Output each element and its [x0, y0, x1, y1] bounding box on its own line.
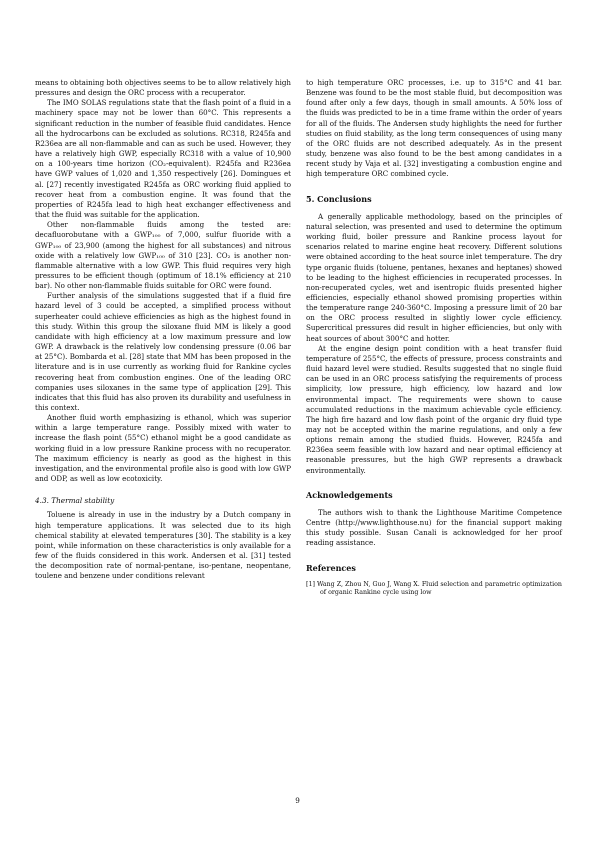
paragraph: Toluene is already in use in the industry by a Dutch company in high temperature applications. It was selected due to its high chemical stability at elevated temperatures [30]. The stability is a key point, while information on these characteristics is only available for a few of the fluids considered in this work. Andersen et al. [31] tested the decomposition rate of normal-pentane, iso-pentane, neopentane, toulene and benzene under conditions relevant: [35, 510, 291, 581]
paragraph: means to obtaining both objectives seems to be to allow relatively high pressures and design the ORC process with a recuperator.: [35, 78, 291, 98]
section-heading: Acknowledgements: [306, 489, 393, 500]
section-heading: References: [306, 562, 356, 573]
left-column: [35, 78, 291, 582]
section-heading: 5. Conclusions: [306, 193, 372, 204]
paragraph: The IMO SOLAS regulations state that the flash point of a fluid in a machinery space may not be lower than 60°C. This represents a significant reduction in the number of feasible fluid candidates. Hence all the hydrocarbons can be excluded as solutions. RC318, R245fa and R236ea are all non-flammable and can as such be used. However, they have a relatively high GWP, especially RC318 with a value of 10,900 on a 100-years time horizon (CO₂-equivalent). R245fa and R236ea have GWP values of 1,020 and 1,350 respectively [26]. Domingues et al. [27] recently investigated R245fa as ORC working fluid applied to recover heat from a combustion engine. It was found that the properties of R245fa lead to high heat exchanger effectiveness and that the fluid was suitable for the application.: [35, 98, 291, 220]
paragraph: Other non-flammable fluids among the tested are: decafluorobutane with a GWP₁₀₀ of 7,000, sulfur fluoride with a GWP₁₀₀ of 23,900 (among the highest for all substances) and nitrous oxide with a relatively low GWP₁₀₀ of 310 [23]. CO₂ is another non-flammable alternative with a low GWP. This fluid requires very high pressures to be efficient though (optimum of 18.1% efficiency at 210 bar). No other non-flammable fluids suitable for ORC were found.: [35, 220, 291, 291]
paragraph: The authors wish to thank the Lighthouse Maritime Competence Centre (http://www.lighthouse.nu) for the financial support making this study possible. Susan Canali is acknowledged for her proof reading assistance.: [306, 507, 562, 548]
paragraph: Another fluid worth emphasizing is ethanol, which was superior within a large temperature range. Possibly mixed with water to increase the flash point (55°C) ethanol might be a good candidate as working fluid in a low pressure Rankine process with no recuperator. The maximum efficiency is nearly as good as the highest in this investigation, and the environmental profile also is good with low GWP and ODP, as well as low ecotoxicity.: [35, 413, 291, 484]
page-number: 9: [295, 796, 300, 805]
reference-item: [1] Wang Z, Zhou N, Guo J, Wang X. Fluid selection and parametric optimization of organic Rankine cycle using low: [306, 580, 562, 597]
right-column: [306, 78, 562, 598]
paragraph: At the engine design point condition with a heat transfer fluid temperature of 255°C, the effects of pressure, process constraints and fluid hazard level were studied. Results suggested that no single fluid can be used in an ORC process satisfying the requirements of process simplicity, low pressure, high efficiency, low hazard and low environmental impact. The requirements were shown to cause accumulated reductions in the maximum achievable cycle efficiency. The high fire hazard and low flash point of the organic dry fluid type may not be accepted within the marine regulations, and only a few options remain among the studied fluids. However, R245fa and R236ea seem feasible with low hazard and near optimal efficiency at reasonable pressures, but the high GWP represents a drawback environmentally.: [306, 343, 562, 475]
paragraph: A generally applicable methodology, based on the principles of natural selection, was presented and used to determine the optimum working fluid, boiler pressure and Rankine process layout for scenarios related to marine engine heat recovery. Different solutions were obtained according to the heat source inlet temperature. The dry type organic fluids (toluene, pentanes, hexanes and heptanes) showed to be leading to the highest efficiencies in recuperated processes. In non-recuperated cycles, wet and isentropic fluids presented higher efficiencies, especially ethanol showed promising properties within the temperature range 240-360°C. Imposing a pressure limit of 20 bar on the ORC process resulted in slightly lower cycle efficiency. Supercritical pressures did result in higher efficiencies, but only with heat sources of about 300°C and hotter.: [306, 211, 562, 343]
subsection-heading: 4.3. Thermal stability: [35, 496, 115, 506]
paragraph: to high temperature ORC processes, i.e. up to 315°C and 41 bar. Benzene was found to be the most stable fluid, but decomposition was found after only a few days, though in small amounts. A 50% loss of the fluids was predicted to be in a time frame within the order of years for all of the fluids. The Andersen study highlights the need for further studies on fluid stability, as the long term consequences of using many of the ORC fluids are not described adequately. As in the present study, benzene was also found to be the best among candidates in a recent study by Vaja et al. [32] investigating a combustion engine and high temperature ORC combined cycle.: [306, 78, 562, 179]
paragraph: Further analysis of the simulations suggested that if a fluid fire hazard level of 3 could be accepted, a simplified process without superheater could achieve efficiencies as high as the highest found in this study. Within this group the siloxane fluid MM is likely a good candidate with high efficiency at a low maximum pressure and low GWP. A drawback is the relatively low condensing pressure (0.06 bar at 25°C). Bombarda et al. [28] state that MM has been proposed in the literature and is in use currently as working fluid for Rankine cycles recovering heat from combustion engines. One of the leading ORC companies uses siloxanes in the same type of application [29]. This indicates that this fluid has also proven its durability and usefulness in this context.: [35, 291, 291, 412]
